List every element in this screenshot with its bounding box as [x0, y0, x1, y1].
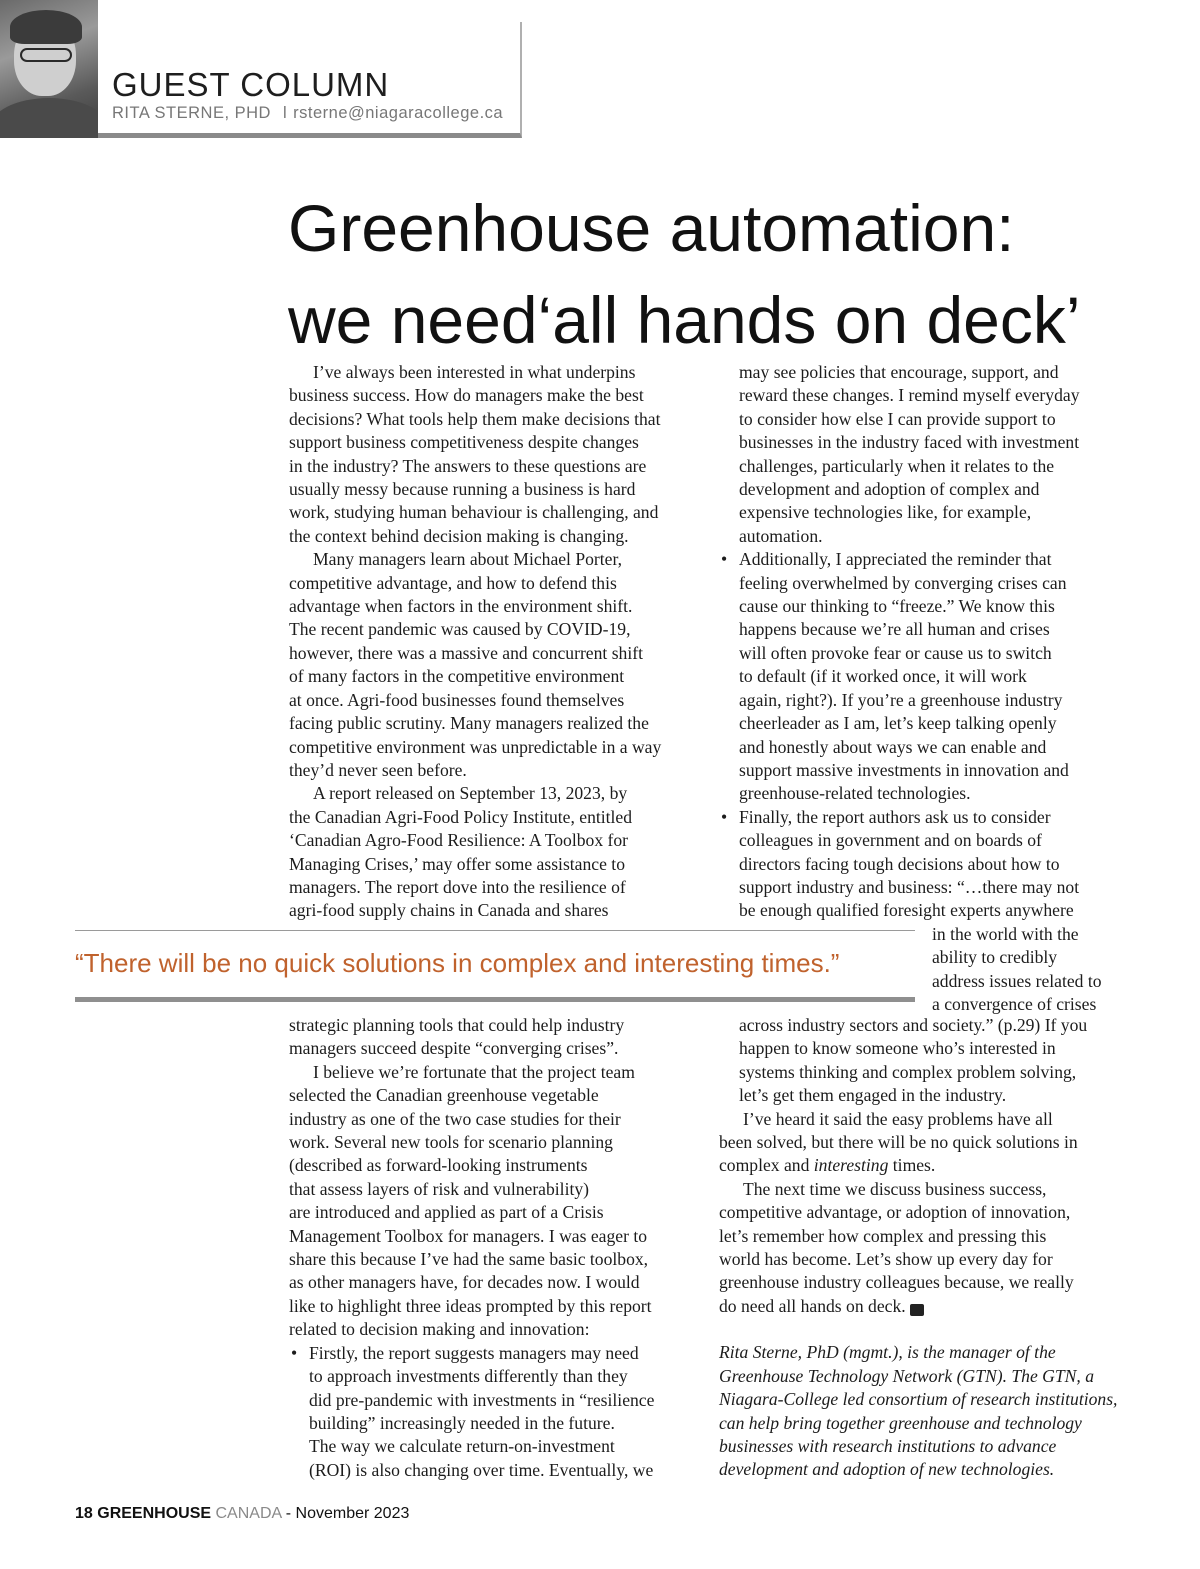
text-line: development and adoption of new technologies. — [719, 1459, 1055, 1480]
text-line: at once. Agri-food businesses found themselves — [289, 689, 625, 710]
text-line: address issues related to — [932, 970, 1102, 991]
pullquote-rule-top — [75, 930, 915, 931]
text-line: Additionally, I appreciated the reminder that — [739, 549, 1052, 570]
column-2-bottom — [719, 1014, 1139, 1482]
text-line: challenges, particularly when it relates to the — [739, 455, 1055, 476]
text-line: competitive advantage, or adoption of innovation, — [719, 1202, 1071, 1223]
paragraph-2 — [289, 548, 709, 782]
text-line: Finally, the report authors ask us to consider — [739, 806, 1051, 827]
text-line: may see policies that encourage, support, and — [739, 362, 1059, 382]
text-line: a convergence of crises — [932, 993, 1097, 1014]
text-line: agri-food supply chains in Canada and shares — [289, 900, 609, 921]
text-line: business success. How do managers make the best — [289, 385, 644, 406]
text-line: the context behind decision making is changing. — [289, 525, 629, 546]
text-line: I’ve always been interested in what underpins — [313, 362, 636, 382]
column-1-bottom — [289, 1014, 709, 1482]
gc-logo-icon: GC — [910, 1304, 924, 1316]
author-bio — [719, 1341, 1139, 1481]
text-line: usually messy because running a business is hard — [289, 479, 636, 500]
author-photo — [0, 0, 98, 138]
pull-quote: “There will be no quick solutions in complex and interesting times.” — [75, 948, 840, 978]
bullet-3-continued — [719, 1014, 1139, 1108]
magazine-brand: GREENHOUSE — [97, 1505, 212, 1522]
text-line: managers. The report dove into the resilience of — [289, 876, 626, 897]
text-line: cheerleader as I am, let’s keep talking openly — [739, 713, 1057, 734]
text-line: managers succeed despite “converging crises”. — [289, 1038, 619, 1059]
text-line: development and adoption of complex and — [739, 479, 1040, 500]
byline-separator: l — [282, 104, 288, 122]
page-number: 18 — [75, 1505, 93, 1522]
text-line: greenhouse-related technologies. — [739, 783, 971, 804]
article-title — [288, 182, 1168, 366]
text-line: Firstly, the report suggests managers may need — [309, 1342, 639, 1363]
text-line: Niagara-College led consortium of research institutions, — [719, 1389, 1118, 1410]
text-line: support massive investments in innovation and — [739, 759, 1069, 780]
text-line: let’s get them engaged in the industry. — [739, 1085, 1007, 1106]
text-line: work, studying human behaviour is challenging, and — [289, 502, 659, 523]
page-footer — [75, 1505, 409, 1523]
text-line: reward these changes. I remind myself everyday — [739, 385, 1080, 406]
text-line: ‘Canadian Agro-Food Resilience: A Toolbox for — [289, 830, 629, 851]
text-line: and honestly about ways we can enable and — [739, 736, 1047, 757]
text-line: colleagues in government and on boards of — [739, 830, 1042, 851]
text-line: they’d never seen before. — [289, 759, 467, 780]
text-line: let’s remember how complex and pressing this — [719, 1225, 1047, 1246]
text-line: Rita Sterne, PhD (mgmt.), is the manager of the — [719, 1342, 1056, 1363]
pullquote-rule-bottom — [75, 997, 915, 1002]
text-line: Managing Crises,’ may offer some assistance to — [289, 853, 625, 874]
text-line: support industry and business: “…there may not — [739, 876, 1080, 897]
issue-date: - November 2023 — [285, 1505, 410, 1522]
text-line: of many factors in the competitive environment — [289, 666, 625, 687]
paragraph-1 — [289, 361, 709, 548]
text-line: systems thinking and complex problem solving, — [739, 1061, 1077, 1082]
text-line: happen to know someone who’s interested in — [739, 1038, 1056, 1059]
text-line: to approach investments differently than they — [309, 1366, 628, 1387]
text-line: feeling overwhelmed by converging crises can — [739, 572, 1067, 593]
text-line: however, there was a massive and concurrent shift — [289, 642, 643, 663]
paragraph-4 — [289, 1061, 709, 1342]
text-line: A report released on September 13, 2023, by — [313, 783, 628, 804]
text-line: The way we calculate return-on-investment — [309, 1436, 615, 1457]
section-label: GUEST COLUMN — [112, 66, 390, 103]
text-line: Many managers learn about Michael Porter, — [313, 549, 623, 570]
text-line: automation. — [739, 525, 823, 546]
author-name: RITA STERNE, PHD — [112, 104, 271, 122]
bullet-2 — [719, 548, 1139, 805]
text-line: I’ve heard it said the easy problems have all — [743, 1108, 1053, 1129]
column-1-top — [289, 361, 709, 923]
text-line: decisions? What tools help them make decisions that — [289, 408, 661, 429]
text-line: like to highlight three ideas prompted by this report — [289, 1295, 652, 1316]
text-line: are introduced and applied as part of a Crisis — [289, 1202, 604, 1223]
text-line: in the industry? The answers to these questions are — [289, 455, 647, 476]
text-line: expensive technologies like, for example, — [739, 502, 1032, 523]
text-line: Greenhouse Technology Network (GTN). The GTN, a — [719, 1365, 1094, 1386]
text-line: can help bring together greenhouse and technology — [719, 1412, 1082, 1433]
text-line: share this because I’ve had the same basic toolbox, — [289, 1249, 649, 1270]
text-line: be enough qualified foresight experts anywhere — [739, 900, 1074, 921]
text-line: work. Several new tools for scenario planning — [289, 1132, 613, 1153]
text-line: in the world with the — [932, 923, 1079, 944]
text-line: to default (if it worked once, it will work — [739, 666, 1027, 687]
paragraph-6: The next time we discuss business success, competitive advantage, or adoption of innovation, let’s remember how complex and pressing this world has become. Let’s show up every day for greenhouse industry colleagues because, we really do need all hands on deck. GC — [719, 1178, 1074, 1316]
text-line: across industry sectors and society.” (p.29) If you — [739, 1015, 1088, 1035]
text-line: did pre-pandemic with investments in “resilience — [309, 1389, 655, 1410]
title-line-2: we need‘all hands on deck’ — [288, 283, 1081, 357]
text-line: advantage when factors in the environment shift. — [289, 596, 633, 617]
text-line: the Canadian Agri-Food Policy Institute, entitled — [289, 806, 633, 827]
byline — [112, 104, 503, 123]
text-line: again, right?). If you’re a greenhouse industry — [739, 689, 1063, 710]
bullet-1 — [289, 1342, 709, 1482]
text-line: directors facing tough decisions about how to — [739, 853, 1060, 874]
column-2-top — [719, 361, 1139, 1016]
text-line: industry as one of the two case studies for their — [289, 1108, 621, 1129]
text-line: I believe we’re fortunate that the project team — [313, 1061, 635, 1082]
text-line: (ROI) is also changing over time. Eventually, we — [309, 1459, 654, 1480]
author-email[interactable]: rsterne@niagaracollege.ca — [293, 104, 504, 122]
text-line: selected the Canadian greenhouse vegetable — [289, 1085, 599, 1106]
text-line: support business competitiveness despite changes — [289, 432, 639, 453]
bullet-3 — [719, 806, 1139, 923]
text-line: Management Toolbox for managers. I was eager to — [289, 1225, 648, 1246]
text-line: greenhouse industry colleagues because, we really — [719, 1272, 1074, 1293]
text-line: building” increasingly needed in the future. — [309, 1412, 615, 1433]
title-line-1: Greenhouse automation: — [288, 191, 1015, 265]
text-line: strategic planning tools that could help industry — [289, 1015, 625, 1035]
text-line: happens because we’re all human and crises — [739, 619, 1050, 640]
text-line: The recent pandemic was caused by COVID-19, — [289, 619, 631, 640]
text-line: The next time we discuss business success, — [743, 1178, 1047, 1199]
text-line: businesses with research institutions to advance — [719, 1435, 1057, 1456]
text-line: cause our thinking to “freeze.” We know this — [739, 596, 1055, 617]
paragraph-3-continued — [289, 1014, 709, 1061]
paragraph-3 — [289, 782, 709, 922]
text-line: that assess layers of risk and vulnerability) — [289, 1178, 589, 1199]
text-line: been solved, but there will be no quick solutions in — [719, 1132, 1078, 1153]
text-line: (described as forward-looking instruments — [289, 1155, 588, 1176]
text-line: businesses in the industry faced with investment — [739, 432, 1080, 453]
text-line: ability to credibly — [932, 947, 1058, 968]
text-line: facing public scrutiny. Many managers realized the — [289, 713, 649, 734]
text-line: competitive advantage, and how to defend this — [289, 572, 617, 593]
text-line: as other managers have, for decades now. I would — [289, 1272, 640, 1293]
bullet-1-continued — [719, 361, 1139, 548]
text-line: competitive environment was unpredictable in a way — [289, 736, 662, 757]
text-line: world has become. Let’s show up every day for — [719, 1249, 1053, 1270]
text-line: related to decision making and innovation: — [289, 1319, 590, 1340]
text-line: will often provoke fear or cause us to switch — [739, 642, 1052, 663]
text-line: to consider how else I can provide support to — [739, 408, 1056, 429]
magazine-brand-suffix: CANADA — [215, 1505, 282, 1522]
paragraph-5: I’ve heard it said the easy problems have all been solved, but there will be no quick solutions in complex and interesting times. — [719, 1108, 1078, 1176]
